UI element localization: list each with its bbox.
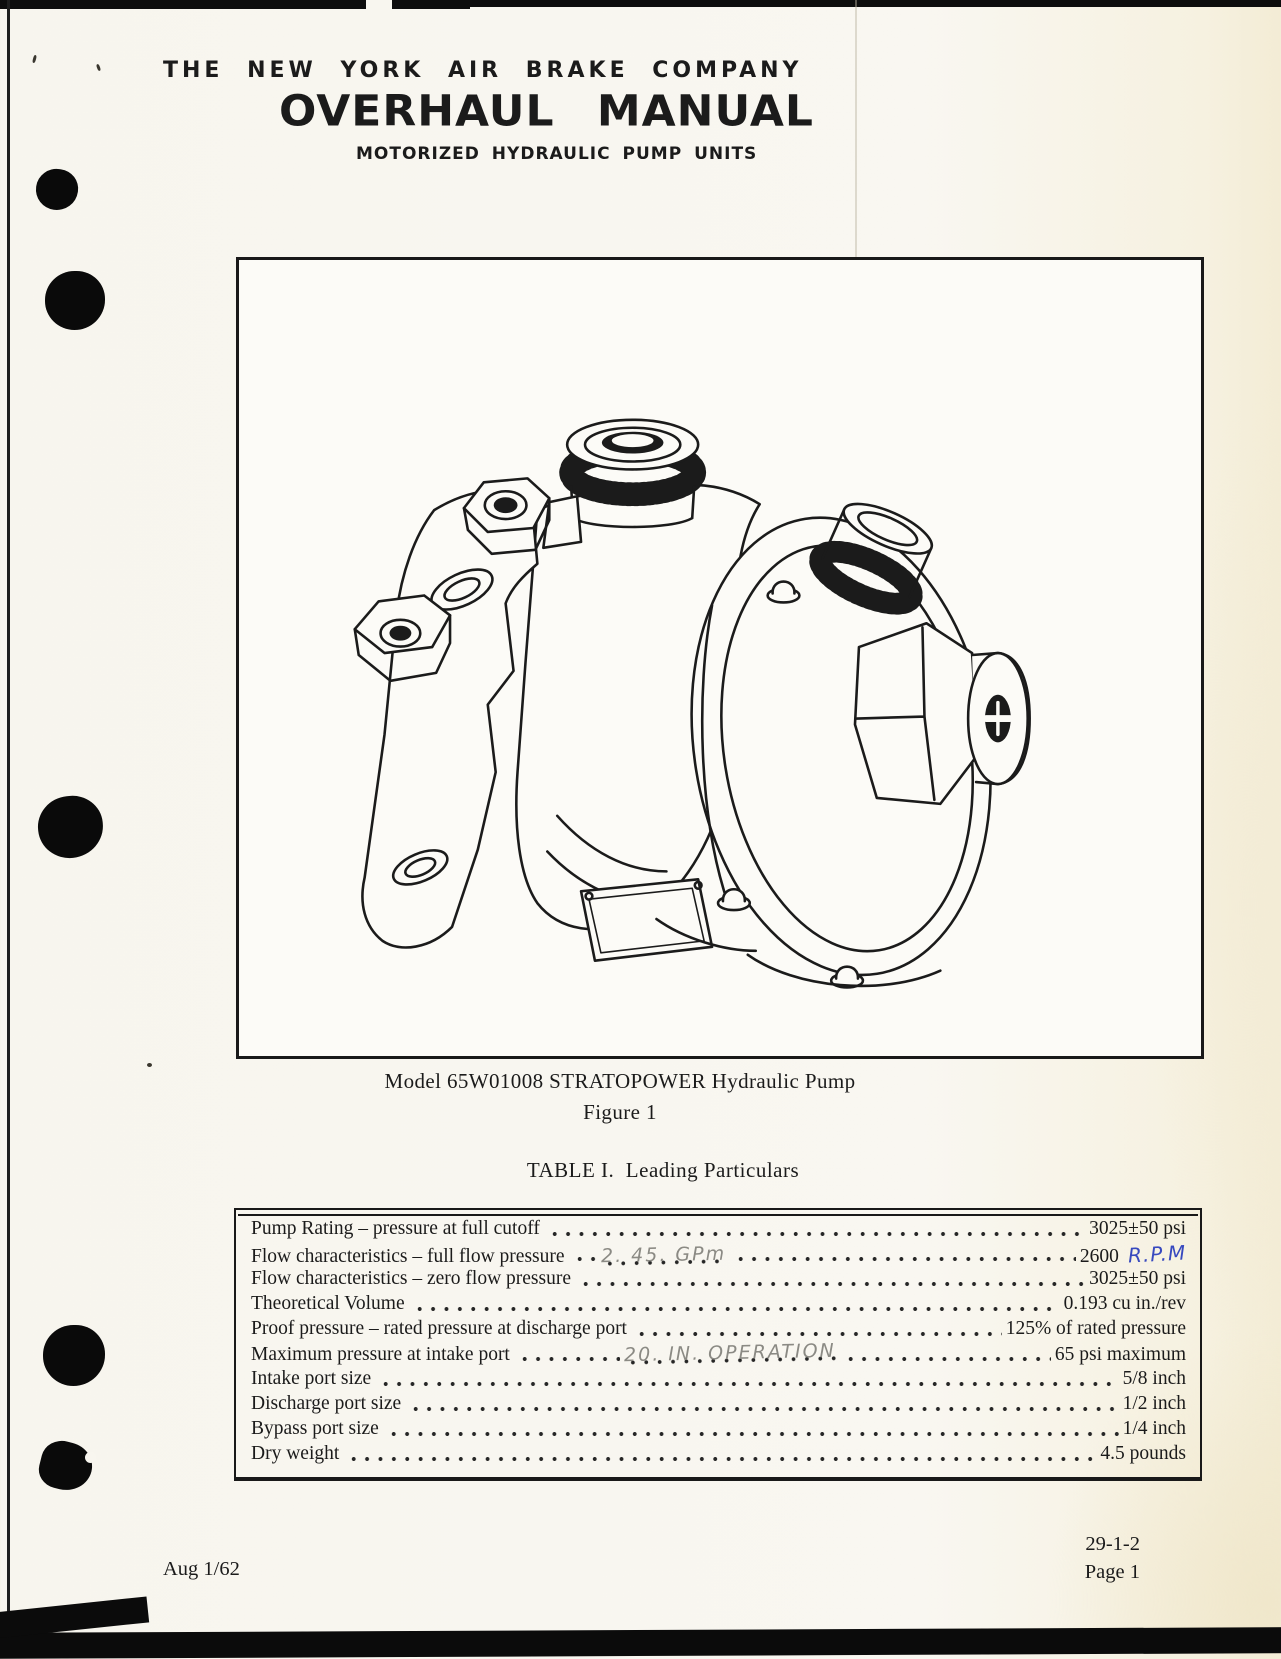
dot-leader [571,1255,597,1263]
table-row [251,1318,1186,1343]
punch-hole-mark [35,1436,97,1495]
doc-code: 29-1-2 [1085,1533,1140,1555]
figure-caption-block [0,1066,1240,1128]
row-value: 2600 [1079,1246,1119,1267]
table-row [251,1393,1186,1418]
dot-leader [345,1455,1096,1463]
dot-leader [407,1405,1118,1413]
row-label: Proof pressure – rated pressure at discharge port [251,1318,627,1339]
row-value: 5/8 inch [1122,1368,1186,1389]
punch-hole-mark [35,793,106,861]
scan-crease [855,0,857,265]
page-number: Page 1 [1084,1560,1140,1583]
row-label: Intake port size [251,1368,372,1389]
row-value: 65 psi maximum [1054,1344,1186,1365]
manual-title: OVERHAUL MANUAL [279,86,814,137]
row-label: Dry weight [251,1443,340,1464]
hydraulic-pump-illustration [239,260,1201,1056]
handwritten-ink-note: R.P.M [1127,1240,1187,1268]
dot-leader [842,1355,1051,1363]
table-row [251,1293,1186,1318]
table-row [251,1218,1186,1243]
scan-speck [96,64,101,72]
company-name: THE NEW YORK AIR BRAKE COMPANY [163,58,803,83]
row-value: 1/2 inch [1122,1393,1186,1414]
footer-date: Aug 1/62 [163,1558,240,1580]
handwritten-pencil-note: 2. 45. GPm [600,1242,726,1268]
row-label: Theoretical Volume [251,1293,405,1314]
punch-hole-mark [33,166,80,212]
manual-subtitle: MOTORIZED HYDRAULIC PUMP UNITS [356,144,758,164]
punch-hole-mark [43,1325,105,1386]
row-label: Flow characteristics – full flow pressure [251,1246,565,1267]
dot-leader [411,1305,1060,1313]
row-label: Pump Rating – pressure at full cutoff [251,1218,540,1239]
figure-label: Figure 1 [583,1100,657,1124]
row-value: 1/4 inch [1122,1418,1186,1439]
dot-leader [546,1230,1085,1238]
punch-hole-notch [85,1452,96,1463]
table-row [251,1240,1187,1268]
table-row [251,1339,1186,1368]
row-value: 3025±50 psi [1089,1268,1186,1289]
row-label: Bypass port size [251,1418,379,1439]
leading-particulars-table [234,1208,1202,1481]
punch-hole-mark [45,271,105,330]
table-row [251,1368,1186,1393]
figure-1-frame [236,257,1204,1059]
table-row [251,1268,1186,1293]
table-row [251,1418,1186,1443]
dot-leader [577,1280,1085,1288]
scan-edge-top-left [0,0,470,9]
row-label: Flow characteristics – zero flow pressure [251,1268,572,1289]
dot-leader [633,1330,1002,1338]
row-label: Discharge port size [251,1393,402,1414]
table-row [251,1443,1186,1468]
row-value: 4.5 pounds [1100,1443,1186,1464]
dot-leader [377,1380,1118,1388]
dot-leader [516,1355,620,1363]
table-title: TABLE I. Leading Particulars [526,1158,800,1182]
dot-leader [732,1255,1076,1263]
figure-caption: Model 65W01008 STRATOPOWER Hydraulic Pump [384,1069,856,1093]
footer-right-block [900,1531,1140,1586]
row-label: Maximum pressure at intake port [251,1344,510,1365]
row-value: 0.193 cu in./rev [1063,1293,1186,1314]
dot-leader [385,1430,1119,1438]
scan-edge-gap [366,0,392,10]
scan-speck [32,55,37,64]
row-value: 125% of rated pressure [1005,1318,1186,1339]
scan-edge-left [7,0,10,1650]
handwritten-pencil-note: 20. IN. OPERATION [623,1339,836,1367]
scan-edge-bottom [0,1627,1281,1659]
row-value: 3025±50 psi [1089,1218,1186,1239]
